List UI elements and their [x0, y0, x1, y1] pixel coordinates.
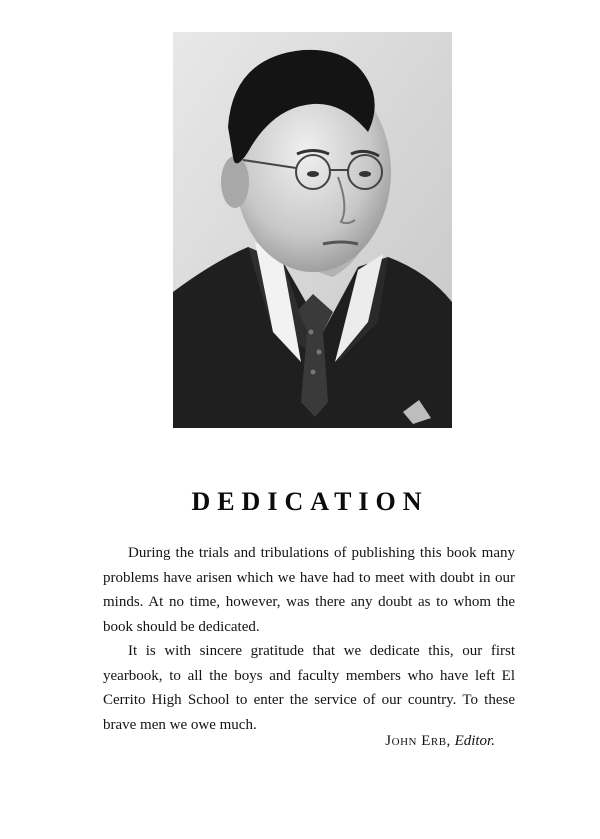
- dedication-body: [103, 541, 515, 737]
- dedication-heading: DEDICATION: [191, 487, 429, 516]
- portrait-image: [173, 32, 452, 428]
- portrait-photo: [173, 32, 452, 428]
- paragraph-1: During the trials and tribulations of publishing this book many problems have arisen which we have had to meet with doubt in our minds. At no time, however, was there any doubt as to whom the book should be dedicated.: [103, 545, 515, 635]
- signature-name: John Erb,: [385, 733, 451, 749]
- paragraph-2: It is with sincere gratitude that we dedicate this, our first yearbook, to all the boys and faculty members who have left El Cerrito High School to enter the service of our country. To these brave men we owe much.: [103, 643, 515, 733]
- signature-title: Editor.: [454, 733, 495, 749]
- signature: [385, 733, 495, 750]
